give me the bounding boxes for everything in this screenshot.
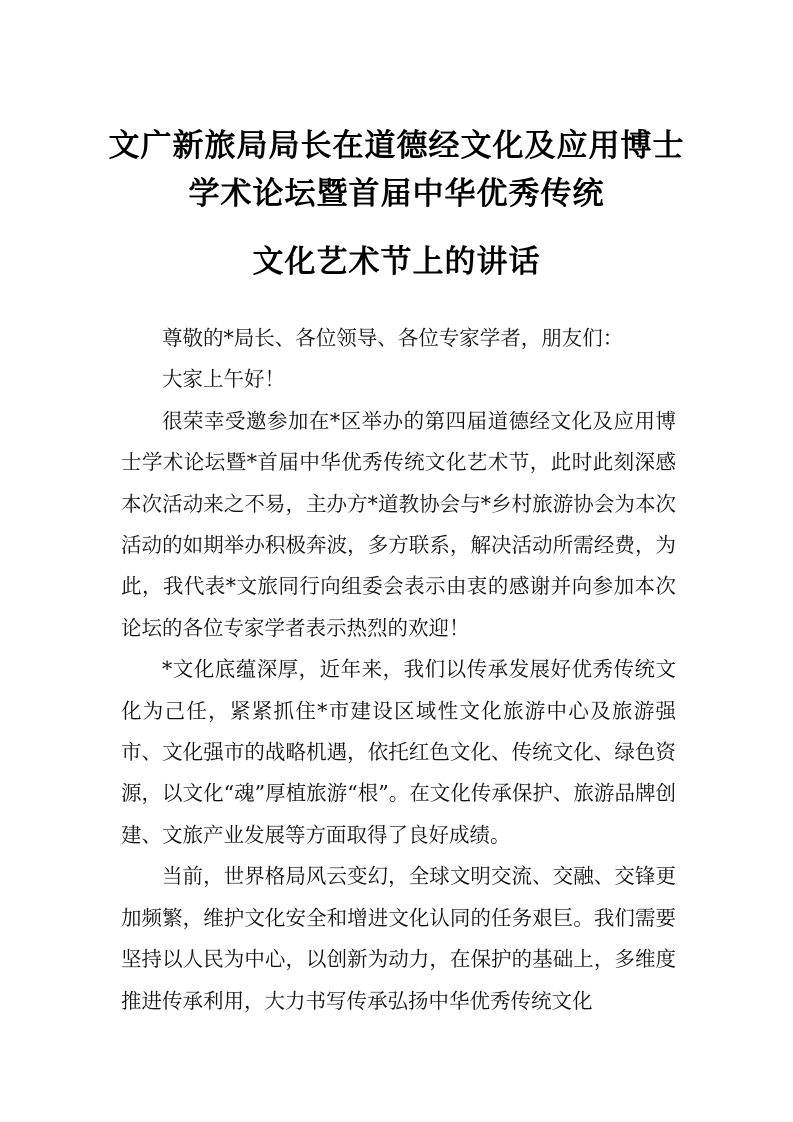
- title-line-3: 文化艺术节上的讲话: [252, 244, 541, 280]
- document-title: [100, 122, 693, 286]
- greeting-paragraph: 大家上午好！: [162, 367, 285, 392]
- salutation-paragraph: 尊敬的*局长、各位领导、各位专家学者，朋友们：: [162, 326, 624, 350]
- title-line-2: 学术论坛暨首届中华优秀传统: [188, 176, 605, 212]
- current-situation-paragraph: 当前，世界格局风云变幻，全球文明交流、交融、交锋更加频繁，维护文化安全和增进文化认同的任务艰巨。我们需要坚持以人民为中心，以创新为动力，在保护的基础上，多维度推进传承利用，大力书写传承弘扬中华优秀传统文化: [121, 864, 676, 1013]
- thanks-paragraph: 很荣幸受邀参加在*区举办的第四届道德经文化及应用博士学术论坛暨*首届中华优秀传统文化艺术节，此时此刻深感本次活动来之不易，主办方*道教协会与*乡村旅游协会为本次活动的如期举办积极奔波，多方联系，解决活动所需经费，为此，我代表*文旅同行向组委会表示由衷的感谢并向参加本次论坛的各位专家学者表示热烈的欢迎！: [121, 408, 676, 640]
- title-line-1: 文广新旅局局长在道德经文化及应用博士: [108, 128, 685, 164]
- culture-achievements-paragraph: *文化底蕴深厚，近年来，我们以传承发展好优秀传统文化为己任，紧紧抓住*市建设区域性文化旅游中心及旅游强市、文化强市的战略机遇，依托红色文化、传统文化、绿色资源，以文化“魂”厚植旅游“根”。在文化传承保护、旅游品牌创建、文旅产业发展等方面取得了良好成绩。: [121, 657, 676, 847]
- document-body: [121, 318, 676, 1022]
